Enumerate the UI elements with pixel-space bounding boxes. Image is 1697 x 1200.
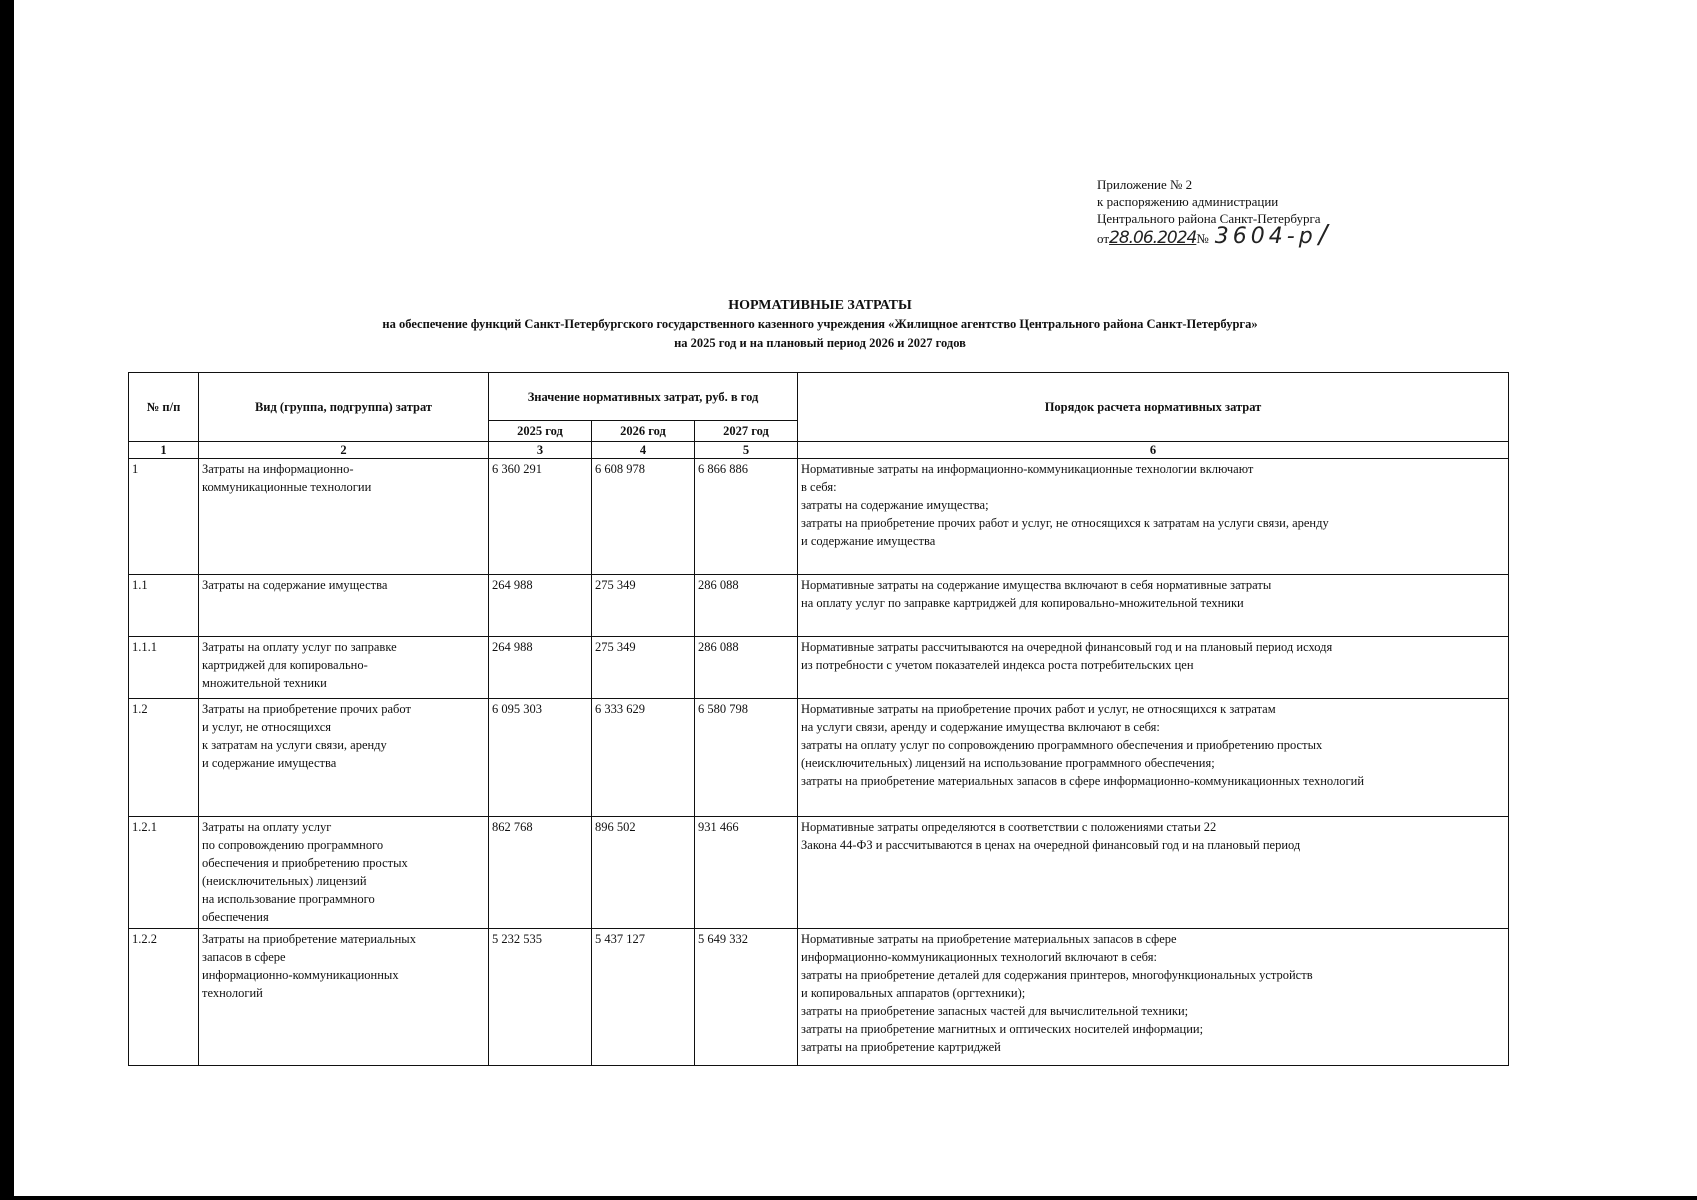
- cell-cost-type-line: Затраты на приобретение прочих работ: [202, 702, 411, 716]
- cell-calc-method: [798, 817, 1509, 929]
- cell-calc-method-line: (неисключительных) лицензий на использование программного обеспечения;: [801, 756, 1215, 770]
- header-value-group: Значение нормативных затрат, руб. в год: [489, 373, 798, 421]
- from-label: от: [1097, 231, 1110, 246]
- cell-cost-type-line: Затраты на оплату услуг по заправке: [202, 640, 397, 654]
- cell-calc-method-line: Нормативные затраты на информационно-коммуникационные технологии включают: [801, 462, 1254, 476]
- cell-calc-method-line: затраты на оплату услуг по сопровождению программного обеспечения и приобретению простых: [801, 738, 1323, 752]
- document-period: на 2025 год и на плановый период 2026 и 2027 годов: [674, 336, 966, 350]
- cell-calc-method-line: затраты на приобретение магнитных и оптических носителей информации;: [801, 1022, 1204, 1036]
- cell-value-2026: 5 437 127: [592, 929, 695, 1066]
- cell-cost-type-line: обеспечения и приобретению простых: [202, 856, 408, 870]
- cell-calc-method-line: затраты на приобретение материальных запасов в сфере информационно-коммуникационных технологий: [801, 774, 1365, 788]
- column-number: 6: [798, 442, 1509, 459]
- cell-calc-method: [798, 699, 1509, 817]
- header-2025: 2025 год: [489, 421, 592, 442]
- number-label: №: [1196, 231, 1209, 246]
- cell-num: 1: [129, 459, 199, 575]
- cell-cost-type-line: множительной техники: [202, 676, 327, 690]
- column-number: 5: [695, 442, 798, 459]
- header-num: № п/п: [129, 373, 199, 442]
- appendix-line-3: Центрального района Санкт-Петербурга: [1097, 211, 1321, 226]
- cell-num: 1.2.2: [129, 929, 199, 1066]
- cell-calc-method-line: Нормативные затраты на приобретение материальных запасов в сфере: [801, 932, 1177, 946]
- cell-calc-method-line: затраты на приобретение прочих работ и услуг, не относящихся к затратам на услуги связи, аренду: [801, 516, 1329, 530]
- cell-value-2027: 6 580 798: [695, 699, 798, 817]
- header-cost-type: Вид (группа, подгруппа) затрат: [199, 373, 489, 442]
- cell-calc-method-line: Закона 44-ФЗ и рассчитываются в ценах на очередной финансовый год и на плановый период: [801, 838, 1301, 852]
- cell-cost-type-line: Затраты на информационно-: [202, 462, 354, 476]
- handwritten-number: 3604-р: [1214, 224, 1317, 249]
- cell-calc-method-line: в себя:: [801, 480, 837, 494]
- cell-calc-method-line: Нормативные затраты рассчитываются на очередной финансовый год и на плановый период исходя: [801, 640, 1333, 654]
- appendix-line-1: Приложение № 2: [1097, 177, 1193, 192]
- cell-value-2026: 275 349: [592, 575, 695, 637]
- cell-calc-method-line: затраты на содержание имущества;: [801, 498, 989, 512]
- cell-cost-type-line: к затратам на услуги связи, аренду: [202, 738, 387, 752]
- cell-cost-type-line: картриджей для копировально-: [202, 658, 368, 672]
- cell-calc-method-line: и копировальных аппаратов (оргтехники);: [801, 986, 1026, 1000]
- cell-cost-type-line: коммуникационные технологии: [202, 480, 372, 494]
- cell-value-2027: 5 649 332: [695, 929, 798, 1066]
- document-title: НОРМАТИВНЫЕ ЗАТРАТЫ: [728, 298, 912, 313]
- table-body: [129, 459, 1509, 1066]
- cell-value-2025: 264 988: [489, 637, 592, 699]
- scan-border-bottom: [0, 1196, 1697, 1200]
- cell-cost-type: [199, 817, 489, 929]
- table-row: [129, 459, 1509, 575]
- table-row: [129, 637, 1509, 699]
- cell-cost-type-line: по сопровождению программного: [202, 838, 384, 852]
- table-row: [129, 575, 1509, 637]
- cell-calc-method-line: Нормативные затраты на приобретение прочих работ и услуг, не относящихся к затратам: [801, 702, 1276, 716]
- cell-calc-method-line: информационно-коммуникационных технологий включают в себя:: [801, 950, 1157, 964]
- cell-num: 1.1.1: [129, 637, 199, 699]
- cell-num: 1.1: [129, 575, 199, 637]
- cell-calc-method-line: Нормативные затраты на содержание имущества включают в себя нормативные затраты: [801, 578, 1272, 592]
- cell-num: 1.2.1: [129, 817, 199, 929]
- cell-cost-type-line: технологий: [202, 986, 263, 1000]
- column-number-row: [129, 442, 1509, 459]
- appendix-header: [1097, 176, 1328, 250]
- cell-cost-type: [199, 575, 489, 637]
- handwritten-flourish: /: [1318, 220, 1328, 250]
- table-row: [129, 817, 1509, 929]
- cell-calc-method: [798, 929, 1509, 1066]
- cell-cost-type-line: (неисключительных) лицензий: [202, 874, 367, 888]
- cell-calc-method-line: Нормативные затраты определяются в соответствии с положениями статьи 22: [801, 820, 1217, 834]
- normative-costs-table: [128, 372, 1509, 1066]
- column-number: 1: [129, 442, 199, 459]
- cell-calc-method-line: затраты на приобретение деталей для содержания принтеров, многофункциональных устройств: [801, 968, 1313, 982]
- appendix-line-2: к распоряжению администрации: [1097, 194, 1279, 209]
- cell-cost-type-line: Затраты на приобретение материальных: [202, 932, 416, 946]
- scan-border-left: [0, 0, 14, 1200]
- cell-calc-method-line: и содержание имущества: [801, 534, 936, 548]
- cell-calc-method-line: затраты на приобретение картриджей: [801, 1040, 1001, 1054]
- document-title-block: [120, 296, 1520, 353]
- cell-calc-method: [798, 637, 1509, 699]
- cell-cost-type-line: Затраты на содержание имущества: [202, 578, 388, 592]
- column-number: 4: [592, 442, 695, 459]
- table-row: [129, 929, 1509, 1066]
- header-2027: 2027 год: [695, 421, 798, 442]
- cell-value-2025: 6 095 303: [489, 699, 592, 817]
- cell-value-2027: 286 088: [695, 575, 798, 637]
- cell-cost-type-line: запасов в сфере: [202, 950, 286, 964]
- cell-value-2026: 275 349: [592, 637, 695, 699]
- cell-cost-type-line: обеспечения: [202, 910, 269, 924]
- cell-num: 1.2: [129, 699, 199, 817]
- cell-value-2027: 931 466: [695, 817, 798, 929]
- column-number: 2: [199, 442, 489, 459]
- cell-value-2027: 286 088: [695, 637, 798, 699]
- cell-cost-type-line: на использование программного: [202, 892, 375, 906]
- cell-calc-method: [798, 459, 1509, 575]
- cell-value-2025: 5 232 535: [489, 929, 592, 1066]
- cell-value-2026: 6 608 978: [592, 459, 695, 575]
- header-2026: 2026 год: [592, 421, 695, 442]
- cell-value-2027: 6 866 886: [695, 459, 798, 575]
- cell-cost-type-line: информационно-коммуникационных: [202, 968, 399, 982]
- cell-calc-method: [798, 575, 1509, 637]
- cell-calc-method-line: на услуги связи, аренду и содержание имущества включают в себя:: [801, 720, 1160, 734]
- cell-value-2025: 6 360 291: [489, 459, 592, 575]
- cell-calc-method-line: на оплату услуг по заправке картриджей для копировально-множительной техники: [801, 596, 1244, 610]
- cell-cost-type-line: и содержание имущества: [202, 756, 337, 770]
- cell-value-2025: 862 768: [489, 817, 592, 929]
- cell-cost-type: [199, 929, 489, 1066]
- cell-calc-method-line: из потребности с учетом показателей индекса роста потребительских цен: [801, 658, 1194, 672]
- document-subtitle: на обеспечение функций Санкт-Петербургского государственного казенного учреждения «Жилищное агентство Центрального района Санкт-Петербурга»: [382, 317, 1258, 331]
- cell-calc-method-line: затраты на приобретение запасных частей для вычислительной техники;: [801, 1004, 1189, 1018]
- cell-value-2025: 264 988: [489, 575, 592, 637]
- cell-cost-type: [199, 699, 489, 817]
- header-calc-method: Порядок расчета нормативных затрат: [798, 373, 1509, 442]
- cell-cost-type: [199, 459, 489, 575]
- cell-value-2026: 896 502: [592, 817, 695, 929]
- appendix-date-number-line: [1097, 220, 1328, 250]
- cell-value-2026: 6 333 629: [592, 699, 695, 817]
- cell-cost-type: [199, 637, 489, 699]
- cell-cost-type-line: и услуг, не относящихся: [202, 720, 332, 734]
- handwritten-date: 28.06.2024: [1109, 228, 1197, 248]
- cell-cost-type-line: Затраты на оплату услуг: [202, 820, 332, 834]
- table-row: [129, 699, 1509, 817]
- column-number: 3: [489, 442, 592, 459]
